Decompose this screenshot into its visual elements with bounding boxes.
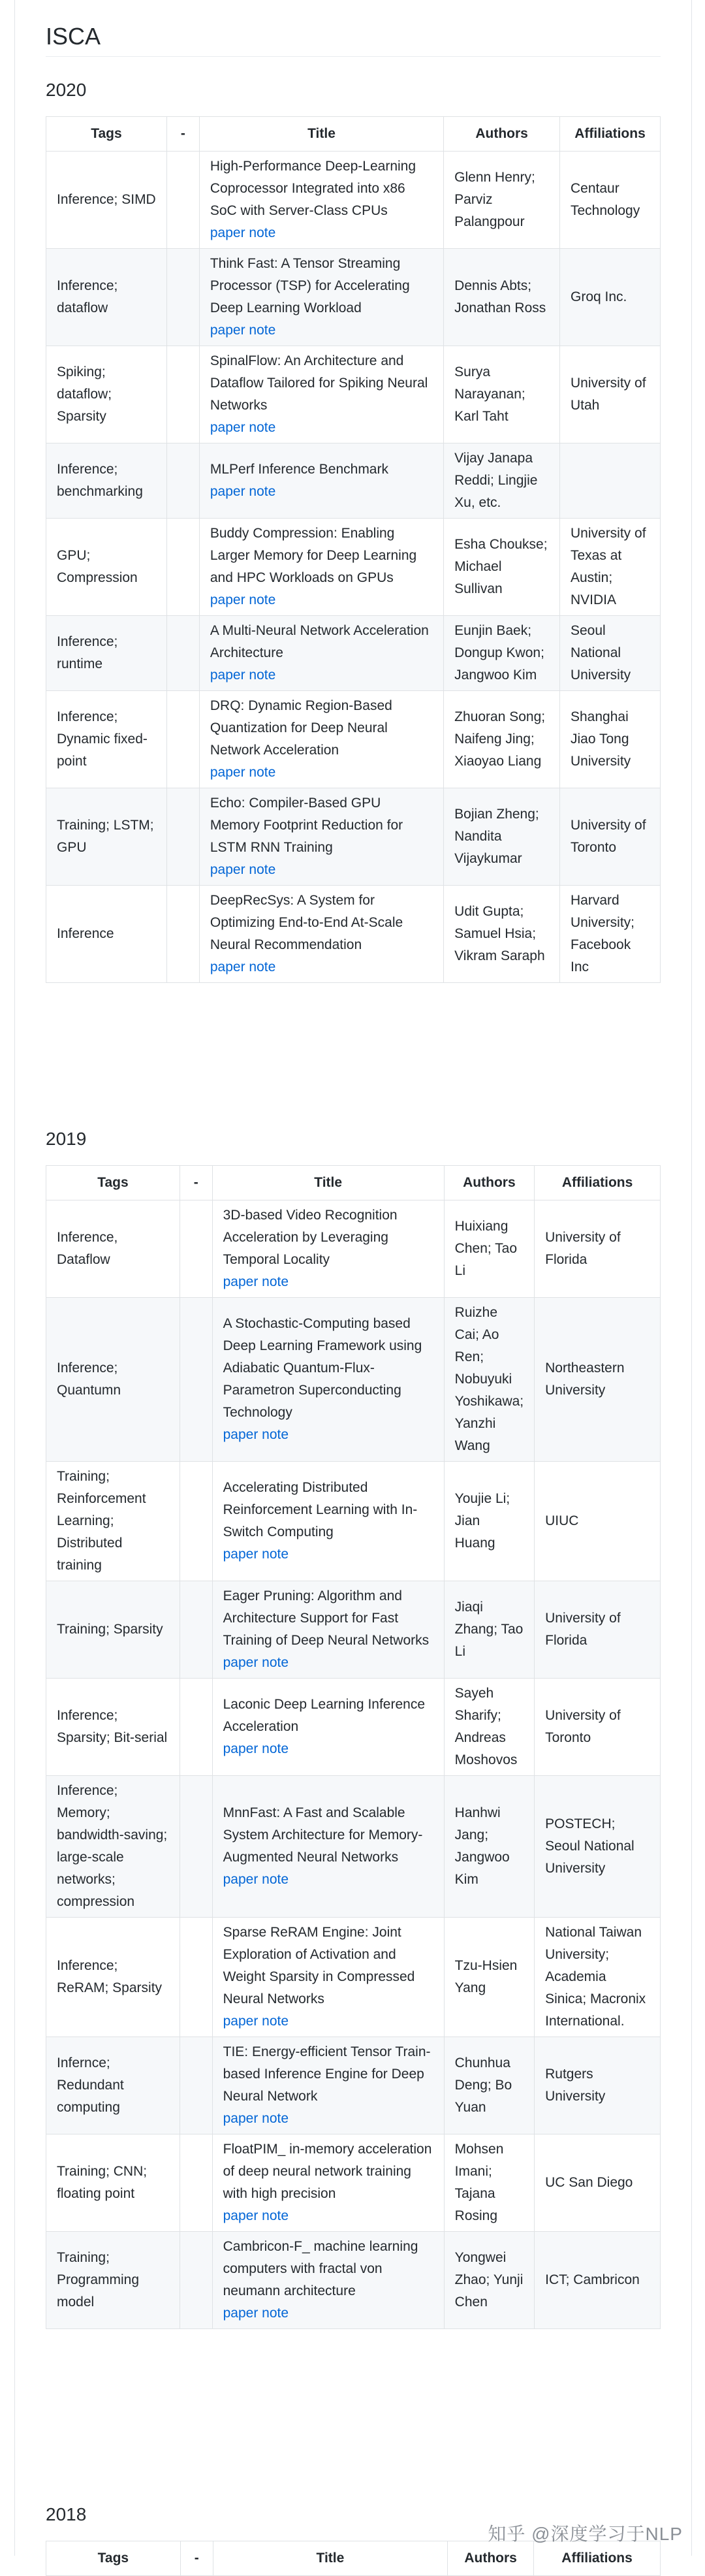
affiliations-cell: University of Florida [535,1200,661,1298]
title-cell [212,1200,444,1298]
tags-cell: Training; Programming model [46,2232,180,2329]
title-cell [199,691,443,788]
paper-title: High-Performance Deep-Learning Coprocessor Integrated into x86 SoC with Server-Class CPUs [210,159,416,218]
table-row [46,1462,661,1581]
year-heading-2018: 2018 [46,2504,87,2524]
table-body-2019 [46,1200,661,2329]
title-cell [199,346,443,443]
dash-cell [180,1298,212,1462]
affiliations-cell: POSTECH; Seoul National University [535,1776,661,1918]
authors-cell: Glenn Henry; Parviz Palangpour [444,152,560,249]
header-title: Title [212,1166,444,1200]
paper-title: FloatPIM_ in-memory acceleration of deep neural network training with high precision [223,2142,432,2201]
title-cell [212,1581,444,1679]
authors-cell: Vijay Janapa Reddi; Lingjie Xu, etc. [444,443,560,519]
authors-cell: Chunhua Deng; Bo Yuan [444,2037,534,2134]
table-row [46,886,661,983]
authors-cell: Esha Choukse; Michael Sullivan [444,519,560,616]
affiliations-cell: Northeastern University [535,1298,661,1462]
authors-cell: Surya Narayanan; Karl Taht [444,346,560,443]
papers-table-2020 [46,116,661,983]
table-row [46,1298,661,1462]
affiliations-cell: Shanghai Jiao Tong University [560,691,661,788]
header-authors: Authors [444,117,560,152]
paper-note-link[interactable]: paper note [210,862,276,877]
table-row [46,2037,661,2134]
tags-cell: Inference; Memory; bandwidth-saving; large-scale networks; compression [46,1776,180,1918]
paper-title: MnnFast: A Fast and Scalable System Architecture for Memory-Augmented Neural Networks [223,1805,423,1865]
tags-cell: Inference; Quantumn [46,1298,180,1462]
affiliations-cell: Seoul National University [560,616,661,691]
tags-cell: Inference; Sparsity; Bit-serial [46,1679,180,1776]
affiliations-cell: University of Toronto [535,1679,661,1776]
authors-cell: Dennis Abts; Jonathan Ross [444,249,560,346]
tags-cell: Training; CNN; floating point [46,2134,180,2232]
affiliations-cell: Harvard University; Facebook Inc [560,886,661,983]
authors-cell: Zhuoran Song; Naifeng Jing; Xiaoyao Liang [444,691,560,788]
paper-note-link[interactable]: paper note [223,1547,289,1562]
tags-cell: Training; LSTM; GPU [46,788,167,886]
paper-note-link[interactable]: paper note [223,1427,289,1442]
paper-note-link[interactable]: paper note [223,1741,289,1756]
paper-note-link[interactable]: paper note [210,592,276,607]
table-row [46,346,661,443]
dash-cell [166,788,199,886]
table-row [46,1918,661,2037]
tags-cell: Training; Sparsity [46,1581,180,1679]
table-header-row [46,2541,661,2576]
title-cell [199,152,443,249]
table-header-row [46,1166,661,1200]
header-tags: Tags [46,117,167,152]
dash-cell [180,1462,212,1581]
paper-title: Cambricon-F_ machine learning computers with fractal von neumann architecture [223,2239,418,2298]
paper-title: Sparse ReRAM Engine: Joint Exploration of Activation and Weight Sparsity in Compressed Neural Networks [223,1925,415,2006]
table-body-2020 [46,152,661,983]
dash-cell [180,1679,212,1776]
header-tags: Tags [46,2541,181,2576]
affiliations-cell: University of Texas at Austin; NVIDIA [560,519,661,616]
table-header-row [46,117,661,152]
title-cell [212,2037,444,2134]
dash-cell [180,1776,212,1918]
table-row [46,249,661,346]
dash-cell [166,616,199,691]
tags-cell: Inference; dataflow [46,249,167,346]
affiliations-cell: UIUC [535,1462,661,1581]
dash-cell [180,2037,212,2134]
paper-title: Accelerating Distributed Reinforcement Learning with In-Switch Computing [223,1480,418,1539]
year-heading-2019: 2019 [46,1129,87,1149]
tags-cell: Inference; runtime [46,616,167,691]
title-cell [199,249,443,346]
tags-cell: Inference [46,886,167,983]
header-affiliations: Affiliations [535,1166,661,1200]
paper-title: DRQ: Dynamic Region-Based Quantization for Deep Neural Network Acceleration [210,698,392,758]
paper-note-link[interactable]: paper note [210,225,276,240]
paper-title: A Multi-Neural Network Acceleration Architecture [210,623,429,660]
paper-note-link[interactable]: paper note [210,959,276,974]
tags-cell: Inference; ReRAM; Sparsity [46,1918,180,2037]
dash-cell [180,2134,212,2232]
paper-note-link[interactable]: paper note [223,2111,289,2126]
affiliations-cell [560,443,661,519]
affiliations-cell: Centaur Technology [560,152,661,249]
paper-note-link[interactable]: paper note [223,1274,289,1289]
dash-cell [166,886,199,983]
header-dash: - [180,1166,212,1200]
dash-cell [180,1581,212,1679]
title-cell [199,443,443,519]
title-cell [199,886,443,983]
paper-note-link[interactable]: paper note [223,2208,289,2223]
tags-cell: Spiking; dataflow; Sparsity [46,346,167,443]
table-row [46,616,661,691]
title-cell [199,616,443,691]
title-cell [212,1298,444,1462]
header-affiliations: Affiliations [560,117,661,152]
tags-cell: Inference, Dataflow [46,1200,180,1298]
affiliations-cell: University of Florida [535,1581,661,1679]
paper-note-link[interactable]: paper note [210,765,276,780]
table-row [46,443,661,519]
year-heading-2020: 2020 [46,80,87,100]
paper-note-link[interactable]: paper note [210,484,276,499]
title-divider [46,56,661,57]
dash-cell [166,346,199,443]
table-row [46,1200,661,1298]
affiliations-cell: Groq Inc. [560,249,661,346]
paper-note-link[interactable]: paper note [210,323,276,338]
header-authors: Authors [444,1166,534,1200]
watermark: 知乎 @深度学习于NLP [488,2524,683,2544]
affiliations-cell: Rutgers University [535,2037,661,2134]
title-cell [212,1679,444,1776]
dash-cell [180,1200,212,1298]
paper-title: A Stochastic-Computing based Deep Learning Framework using Adiabatic Quantum-Flux-Parametron Superconducting Technology [223,1316,422,1420]
authors-cell: Huixiang Chen; Tao Li [444,1200,534,1298]
title-cell [199,519,443,616]
papers-table-2019 [46,1165,661,2329]
paper-note-link[interactable]: paper note [210,420,276,435]
authors-cell: Tzu-Hsien Yang [444,1918,534,2037]
header-authors: Authors [448,2541,534,2576]
paper-title: DeepRecSys: A System for Optimizing End-to-End At-Scale Neural Recommendation [210,893,403,952]
table-row [46,691,661,788]
authors-cell: Bojian Zheng; Nandita Vijaykumar [444,788,560,886]
title-cell [212,1918,444,2037]
authors-cell: Udit Gupta; Samuel Hsia; Vikram Saraph [444,886,560,983]
paper-title: 3D-based Video Recognition Acceleration by Leveraging Temporal Locality [223,1208,398,1267]
dash-cell [166,152,199,249]
dash-cell [166,249,199,346]
paper-note-link[interactable]: paper note [223,1655,289,1670]
title-cell [212,1776,444,1918]
affiliations-cell: University of Toronto [560,788,661,886]
authors-cell: Jiaqi Zhang; Tao Li [444,1581,534,1679]
authors-cell: Ruizhe Cai; Ao Ren; Nobuyuki Yoshikawa; Yanzhi Wang [444,1298,534,1462]
dash-cell [166,443,199,519]
header-dash: - [180,2541,213,2576]
authors-cell: Hanhwi Jang; Jangwoo Kim [444,1776,534,1918]
table-row [46,1776,661,1918]
affiliations-cell: ICT; Cambricon [535,2232,661,2329]
tags-cell: Inference; benchmarking [46,443,167,519]
paper-note-link[interactable]: paper note [223,2306,289,2321]
affiliations-cell: National Taiwan University; Academia Sinica; Macronix International. [535,1918,661,2037]
authors-cell: Sayeh Sharify; Andreas Moshovos [444,1679,534,1776]
header-title: Title [213,2541,447,2576]
table-row [46,519,661,616]
authors-cell: Mohsen Imani; Tajana Rosing [444,2134,534,2232]
table-row [46,788,661,886]
paper-note-link[interactable]: paper note [210,668,276,683]
tags-cell: Inference; Dynamic fixed-point [46,691,167,788]
table-row [46,1581,661,1679]
title-cell [199,788,443,886]
authors-cell: Yongwei Zhao; Yunji Chen [444,2232,534,2329]
dash-cell [180,1918,212,2037]
tags-cell: Training; Reinforcement Learning; Distributed training [46,1462,180,1581]
title-cell [212,1462,444,1581]
header-tags: Tags [46,1166,180,1200]
paper-title: Echo: Compiler-Based GPU Memory Footprint Reduction for LSTM RNN Training [210,796,403,855]
tags-cell: Inference; SIMD [46,152,167,249]
paper-note-link[interactable]: paper note [223,1872,289,1887]
title-cell [212,2134,444,2232]
paper-title: SpinalFlow: An Architecture and Dataflow Tailored for Spiking Neural Networks [210,353,428,413]
paper-title: MLPerf Inference Benchmark [210,462,388,477]
paper-title: TIE: Energy-efficient Tensor Train-based Inference Engine for Deep Neural Network [223,2044,431,2104]
paper-note-link[interactable]: paper note [223,2014,289,2029]
table-row [46,152,661,249]
affiliations-cell: University of Utah [560,346,661,443]
tags-cell: GPU; Compression [46,519,167,616]
page-title: ISCA [46,23,101,50]
header-dash: - [166,117,199,152]
tags-cell: Infernce; Redundant computing [46,2037,180,2134]
paper-title: Laconic Deep Learning Inference Acceleration [223,1697,426,1734]
papers-table-2018 [46,2541,661,2576]
dash-cell [166,691,199,788]
header-title: Title [199,117,443,152]
table-row [46,2134,661,2232]
dash-cell [180,2232,212,2329]
table-row [46,2232,661,2329]
authors-cell: Youjie Li; Jian Huang [444,1462,534,1581]
dash-cell [166,519,199,616]
table-row [46,1679,661,1776]
authors-cell: Eunjin Baek; Dongup Kwon; Jangwoo Kim [444,616,560,691]
affiliations-cell: UC San Diego [535,2134,661,2232]
paper-title: Think Fast: A Tensor Streaming Processor (TSP) for Accelerating Deep Learning Workload [210,256,410,315]
paper-title: Eager Pruning: Algorithm and Architecture Support for Fast Training of Deep Neural Networks [223,1588,430,1648]
paper-title: Buddy Compression: Enabling Larger Memory for Deep Learning and HPC Workloads on GPUs [210,526,417,585]
header-affiliations: Affiliations [534,2541,661,2576]
title-cell [212,2232,444,2329]
